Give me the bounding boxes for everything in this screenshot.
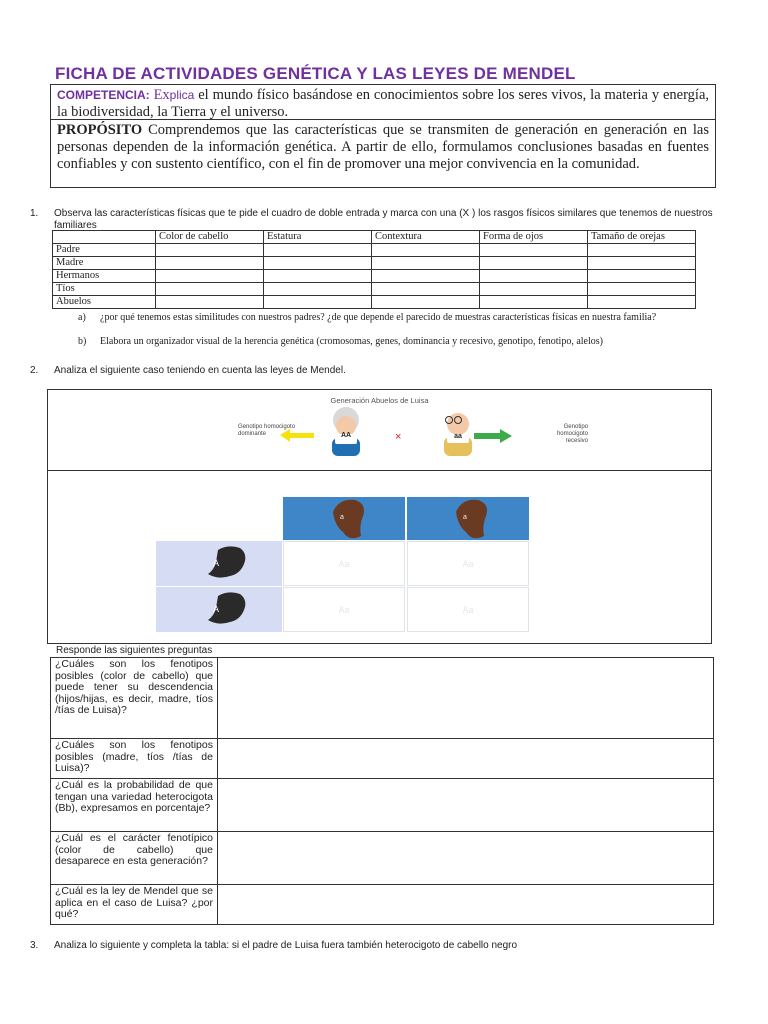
col-allele-1: a: [340, 514, 344, 521]
traits-cell[interactable]: [588, 257, 696, 270]
traits-cell[interactable]: [372, 270, 480, 283]
traits-cell[interactable]: [264, 283, 372, 296]
answer-cell[interactable]: [218, 779, 714, 832]
col-allele-2: a: [463, 514, 467, 521]
traits-row-label: Madre: [53, 257, 156, 270]
traits-cell[interactable]: [156, 244, 264, 257]
traits-cell[interactable]: [588, 296, 696, 309]
traits-cell[interactable]: [264, 257, 372, 270]
traits-table: [52, 230, 696, 309]
punnett-cell: Aa: [407, 541, 529, 586]
traits-cell[interactable]: [372, 257, 480, 270]
traits-cell[interactable]: [588, 283, 696, 296]
traits-cell[interactable]: [372, 244, 480, 257]
traits-header-row: [53, 231, 696, 244]
q1-text: Observa las características físicas que te pide el cuadro de doble entrada y marca con una (X ) los rasgos físicos similares que tenemos de nuestros familiares: [54, 208, 713, 231]
traits-row-label: Hermanos: [53, 270, 156, 283]
traits-cell[interactable]: [588, 270, 696, 283]
traits-row: [53, 296, 696, 309]
traits-cell[interactable]: [480, 270, 588, 283]
answer-cell[interactable]: [218, 739, 714, 779]
traits-row: [53, 283, 696, 296]
answer-cell[interactable]: [218, 658, 714, 739]
traits-cell[interactable]: [156, 296, 264, 309]
question-row: [51, 779, 714, 832]
brown-hair-icon: [333, 500, 364, 539]
traits-cell[interactable]: [156, 283, 264, 296]
q1-sub-a-label: a): [78, 312, 86, 323]
worksheet-title: FICHA DE ACTIVIDADES GENÉTICA Y LAS LEYES DE MENDEL: [55, 64, 576, 83]
punnett-cell: Aa: [283, 541, 405, 586]
traits-cell[interactable]: [372, 296, 480, 309]
brown-hair-icon: [456, 500, 487, 539]
proposito-text: [51, 120, 715, 175]
question-row: [51, 885, 714, 925]
q2-number: 2.: [30, 365, 39, 376]
right-genotype: aa: [454, 433, 462, 440]
traits-cell[interactable]: [480, 257, 588, 270]
traits-header-cell: Tamaño de orejas: [588, 231, 696, 244]
traits-row: [53, 257, 696, 270]
traits-header-cell: Color de cabello: [156, 231, 264, 244]
question-text: ¿Cuáles son los fenotipos posibles (color de cabello) que puede tener su descendencia (hijos/hijas, es decir, madre, tíos /tías de Luisa)?: [51, 658, 218, 739]
traits-cell[interactable]: [480, 283, 588, 296]
left-genotype: AA: [340, 432, 352, 439]
question-text: ¿Cuál es la probabilidad de que tengan una variedad heterocigota (Bb), expresamos en porcentaje?: [51, 779, 218, 832]
competencia-box: [50, 84, 716, 120]
traits-header-cell: Contextura: [372, 231, 480, 244]
proposito-body: Comprendemos que las características que se transmiten de generación en generación en las personas dependen de la información genética. A partir de ello, formulamos conclusiones basadas en fuentes confiables y con sustento científico, con el fin de promover una mejor convivencia en la comunidad.: [57, 122, 709, 172]
punnett-cell: Aa: [283, 587, 405, 632]
row-allele-2: A: [213, 604, 220, 614]
q2-text: Analiza el siguiente caso teniendo en cuenta las leyes de Mendel.: [54, 365, 346, 376]
competencia-label: COMPETENCIA:: [57, 88, 150, 102]
question-text: ¿Cuál es la ley de Mendel que se aplica en el caso de Luisa? ¿por qué?: [51, 885, 218, 925]
traits-row: [53, 244, 696, 257]
traits-cell[interactable]: [480, 296, 588, 309]
competencia-text: [51, 85, 715, 123]
traits-row: [53, 270, 696, 283]
q1-sub-b-text: Elabora un organizador visual de la herencia genética (cromosomas, genes, dominancia y recesivo, genotipo, fenotipo, alelos): [100, 336, 603, 347]
questions-table: [50, 657, 714, 925]
q1-sub-b-label: b): [78, 336, 87, 347]
question-text: ¿Cuál es el carácter fenotípico (color de cabello) que desaparece en esta generación?: [51, 832, 218, 885]
traits-cell[interactable]: [264, 296, 372, 309]
question-row: [51, 739, 714, 779]
question-row: [51, 832, 714, 885]
hair-drawings: [48, 390, 711, 643]
left-genotype-label: Genotipo homocigoto dominante: [238, 424, 296, 437]
competencia-prefix: Ex: [153, 87, 170, 103]
traits-cell[interactable]: [156, 270, 264, 283]
traits-cell[interactable]: [480, 244, 588, 257]
answer-cell[interactable]: [218, 885, 714, 925]
traits-header-cell: Forma de ojos: [480, 231, 588, 244]
figure-heading: Generación Abuelos de Luisa: [330, 396, 429, 405]
traits-cell[interactable]: [588, 244, 696, 257]
traits-cell[interactable]: [372, 283, 480, 296]
traits-row-label: Padre: [53, 244, 156, 257]
competencia-body: el mundo físico basándose en conocimientos sobre los seres vivos, la materia y energía, la biodiversidad, la Tierra y el universo.: [57, 87, 710, 120]
proposito-label: PROPÓSITO: [57, 122, 143, 138]
q1-number: 1.: [30, 208, 39, 219]
q3-number: 3.: [30, 940, 39, 951]
traits-row-label: Tíos: [53, 283, 156, 296]
row-allele-1: A: [213, 558, 220, 568]
cross-symbol: ×: [395, 431, 402, 443]
competencia-prefix-small: plica: [169, 88, 195, 102]
question-text: ¿Cuáles son los fenotipos posibles (madre, tíos /tías de Luisa)?: [51, 739, 218, 779]
traits-cell[interactable]: [264, 244, 372, 257]
traits-header-cell: [53, 231, 156, 244]
mendel-figure: [47, 389, 712, 644]
proposito-box: [50, 119, 716, 188]
punnett-cell: Aa: [407, 587, 529, 632]
traits-cell[interactable]: [264, 270, 372, 283]
responde-label: Responde las siguientes preguntas: [56, 645, 213, 656]
q3-text: Analiza lo siguiente y completa la tabla: si el padre de Luisa fuera también heterocigoto de cabello negro: [54, 940, 518, 951]
answer-cell[interactable]: [218, 832, 714, 885]
q1-sub-a-text: ¿por qué tenemos estas similitudes con nuestros padres? ¿de que depende el parecido de muestras características físicas en nuestra familia?: [100, 312, 657, 323]
question-row: [51, 658, 714, 739]
right-genotype-label: Genotipo homocigoto recesivo: [556, 424, 588, 444]
traits-row-label: Abuelos: [53, 296, 156, 309]
traits-header-cell: Estatura: [264, 231, 372, 244]
traits-cell[interactable]: [156, 257, 264, 270]
